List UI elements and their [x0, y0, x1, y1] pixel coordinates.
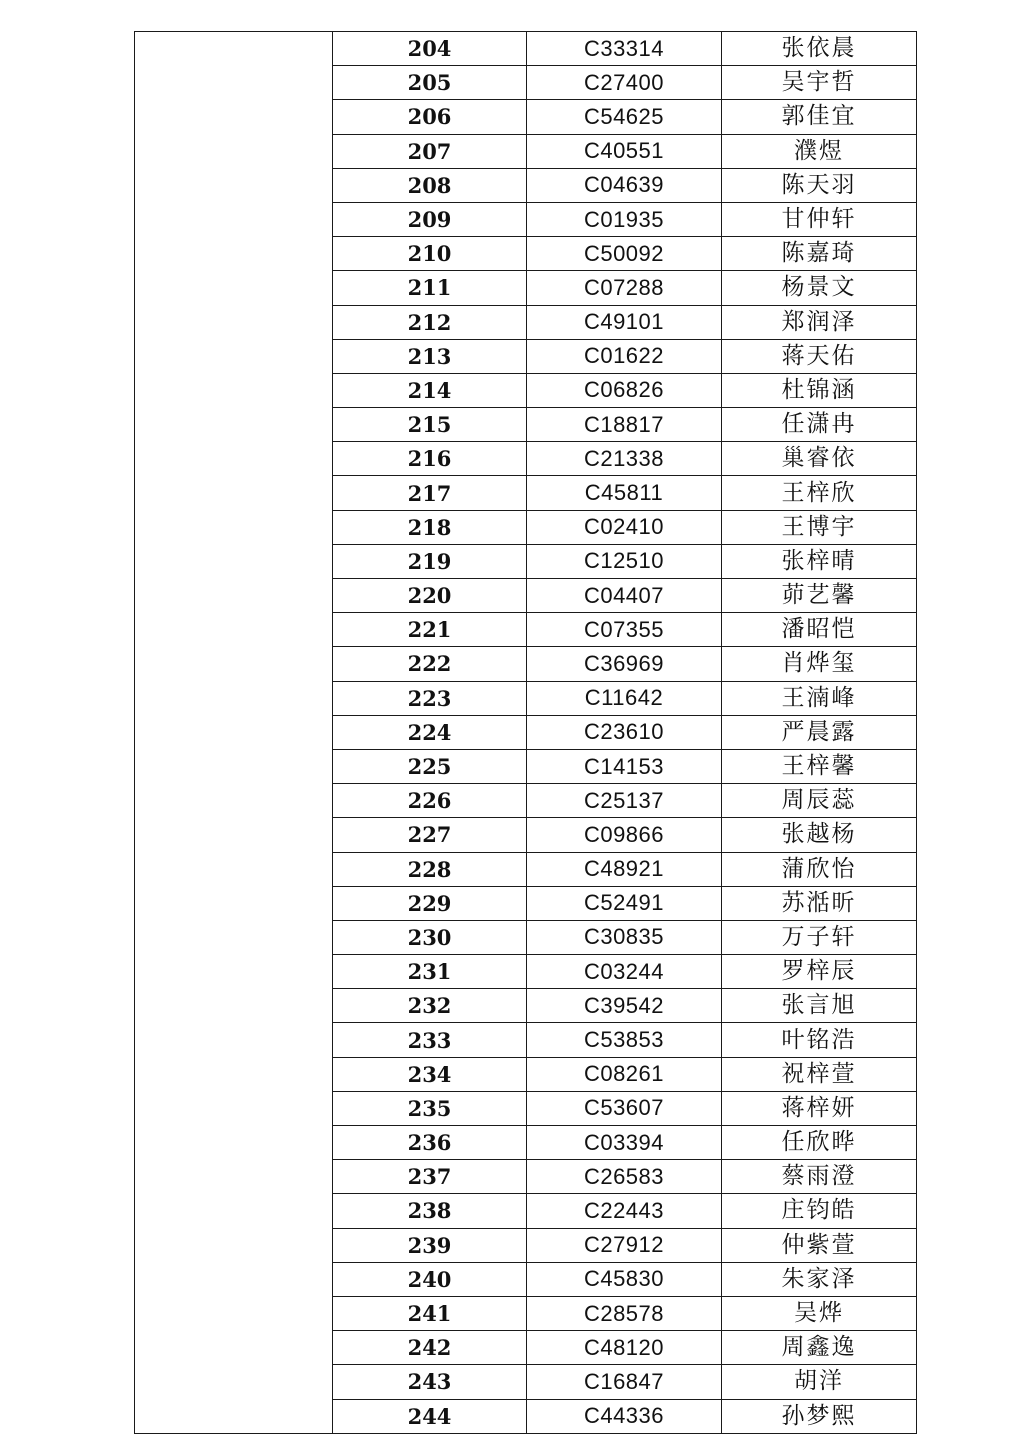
row-number-cell: 219 [333, 544, 527, 578]
candidate-id-cell: C40551 [527, 134, 722, 168]
row-number-cell: 216 [333, 442, 527, 476]
candidate-id-cell: C39542 [527, 989, 722, 1023]
name-cell: 郭佳宜 [722, 100, 917, 134]
candidate-id-cell: C45830 [527, 1262, 722, 1296]
row-number-cell: 214 [333, 373, 527, 407]
candidate-id-cell: C08261 [527, 1057, 722, 1091]
row-number-cell: 223 [333, 681, 527, 715]
row-number-cell: 218 [333, 510, 527, 544]
name-cell: 濮煜 [722, 134, 917, 168]
row-number-cell: 242 [333, 1331, 527, 1365]
row-number-cell: 227 [333, 818, 527, 852]
candidate-id-cell: C03394 [527, 1126, 722, 1160]
candidate-id-cell: C11642 [527, 681, 722, 715]
name-cell: 吴宇哲 [722, 66, 917, 100]
row-number-cell: 204 [333, 32, 527, 66]
row-number-cell: 224 [333, 715, 527, 749]
row-number-cell: 229 [333, 886, 527, 920]
name-cell: 杨景文 [722, 271, 917, 305]
row-number-cell: 233 [333, 1023, 527, 1057]
candidate-id-cell: C14153 [527, 749, 722, 783]
merged-blank-cell [135, 32, 333, 1434]
candidate-id-cell: C53853 [527, 1023, 722, 1057]
name-cell: 王湳峰 [722, 681, 917, 715]
name-cell: 杜锦涵 [722, 373, 917, 407]
candidate-id-cell: C28578 [527, 1296, 722, 1330]
row-number-cell: 238 [333, 1194, 527, 1228]
name-cell: 张越杨 [722, 818, 917, 852]
candidate-id-cell: C16847 [527, 1365, 722, 1399]
candidate-id-cell: C04639 [527, 168, 722, 202]
roster-table [134, 31, 917, 1434]
row-number-cell: 240 [333, 1262, 527, 1296]
name-cell: 潘昭恺 [722, 613, 917, 647]
name-cell: 胡洋 [722, 1365, 917, 1399]
row-number-cell: 235 [333, 1091, 527, 1125]
name-cell: 任潇冉 [722, 408, 917, 442]
name-cell: 巢睿依 [722, 442, 917, 476]
row-number-cell: 231 [333, 955, 527, 989]
row-number-cell: 208 [333, 168, 527, 202]
name-cell: 蒋梓妍 [722, 1091, 917, 1125]
name-cell: 周鑫逸 [722, 1331, 917, 1365]
candidate-id-cell: C30835 [527, 920, 722, 954]
candidate-id-cell: C02410 [527, 510, 722, 544]
candidate-id-cell: C03244 [527, 955, 722, 989]
candidate-id-cell: C36969 [527, 647, 722, 681]
name-cell: 蔡雨澄 [722, 1160, 917, 1194]
candidate-id-cell: C45811 [527, 476, 722, 510]
name-cell: 叶铭浩 [722, 1023, 917, 1057]
name-cell: 肖烨玺 [722, 647, 917, 681]
row-number-cell: 241 [333, 1296, 527, 1330]
name-cell: 蒲欣怡 [722, 852, 917, 886]
row-number-cell: 222 [333, 647, 527, 681]
candidate-id-cell: C01622 [527, 339, 722, 373]
name-cell: 蒋天佑 [722, 339, 917, 373]
row-number-cell: 228 [333, 852, 527, 886]
name-cell: 仲紫萱 [722, 1228, 917, 1262]
candidate-id-cell: C06826 [527, 373, 722, 407]
row-number-cell: 212 [333, 305, 527, 339]
candidate-id-cell: C04407 [527, 579, 722, 613]
name-cell: 茆艺馨 [722, 579, 917, 613]
name-cell: 万子轩 [722, 920, 917, 954]
name-cell: 张言旭 [722, 989, 917, 1023]
row-number-cell: 237 [333, 1160, 527, 1194]
candidate-id-cell: C23610 [527, 715, 722, 749]
row-number-cell: 220 [333, 579, 527, 613]
candidate-id-cell: C21338 [527, 442, 722, 476]
candidate-id-cell: C07355 [527, 613, 722, 647]
row-number-cell: 209 [333, 202, 527, 236]
candidate-id-cell: C48120 [527, 1331, 722, 1365]
candidate-id-cell: C26583 [527, 1160, 722, 1194]
candidate-id-cell: C01935 [527, 202, 722, 236]
candidate-id-cell: C44336 [527, 1399, 722, 1433]
name-cell: 孙梦熙 [722, 1399, 917, 1433]
row-number-cell: 206 [333, 100, 527, 134]
candidate-id-cell: C18817 [527, 408, 722, 442]
row-number-cell: 244 [333, 1399, 527, 1433]
candidate-id-cell: C25137 [527, 784, 722, 818]
name-cell: 朱家泽 [722, 1262, 917, 1296]
roster-table-body [135, 32, 917, 1434]
name-cell: 王梓馨 [722, 749, 917, 783]
candidate-id-cell: C27912 [527, 1228, 722, 1262]
name-cell: 王博宇 [722, 510, 917, 544]
name-cell: 严晨露 [722, 715, 917, 749]
name-cell: 罗梓辰 [722, 955, 917, 989]
row-number-cell: 217 [333, 476, 527, 510]
name-cell: 苏湉昕 [722, 886, 917, 920]
name-cell: 张依晨 [722, 32, 917, 66]
row-number-cell: 215 [333, 408, 527, 442]
row-number-cell: 232 [333, 989, 527, 1023]
name-cell: 郑润泽 [722, 305, 917, 339]
row-number-cell: 234 [333, 1057, 527, 1091]
row-number-cell: 221 [333, 613, 527, 647]
row-number-cell: 211 [333, 271, 527, 305]
candidate-id-cell: C54625 [527, 100, 722, 134]
candidate-id-cell: C53607 [527, 1091, 722, 1125]
name-cell: 王梓欣 [722, 476, 917, 510]
name-cell: 张梓晴 [722, 544, 917, 578]
candidate-id-cell: C12510 [527, 544, 722, 578]
table-row [135, 32, 917, 66]
candidate-id-cell: C09866 [527, 818, 722, 852]
candidate-id-cell: C50092 [527, 237, 722, 271]
row-number-cell: 243 [333, 1365, 527, 1399]
candidate-id-cell: C07288 [527, 271, 722, 305]
candidate-id-cell: C27400 [527, 66, 722, 100]
row-number-cell: 225 [333, 749, 527, 783]
name-cell: 陈天羽 [722, 168, 917, 202]
candidate-id-cell: C48921 [527, 852, 722, 886]
row-number-cell: 207 [333, 134, 527, 168]
row-number-cell: 230 [333, 920, 527, 954]
name-cell: 周辰蕊 [722, 784, 917, 818]
name-cell: 吴烨 [722, 1296, 917, 1330]
row-number-cell: 213 [333, 339, 527, 373]
candidate-id-cell: C33314 [527, 32, 722, 66]
candidate-id-cell: C22443 [527, 1194, 722, 1228]
name-cell: 祝梓萱 [722, 1057, 917, 1091]
row-number-cell: 239 [333, 1228, 527, 1262]
name-cell: 庄钧皓 [722, 1194, 917, 1228]
candidate-id-cell: C49101 [527, 305, 722, 339]
name-cell: 任欣晔 [722, 1126, 917, 1160]
name-cell: 陈嘉琦 [722, 237, 917, 271]
row-number-cell: 210 [333, 237, 527, 271]
candidate-id-cell: C52491 [527, 886, 722, 920]
name-cell: 甘仲轩 [722, 202, 917, 236]
row-number-cell: 226 [333, 784, 527, 818]
row-number-cell: 236 [333, 1126, 527, 1160]
row-number-cell: 205 [333, 66, 527, 100]
